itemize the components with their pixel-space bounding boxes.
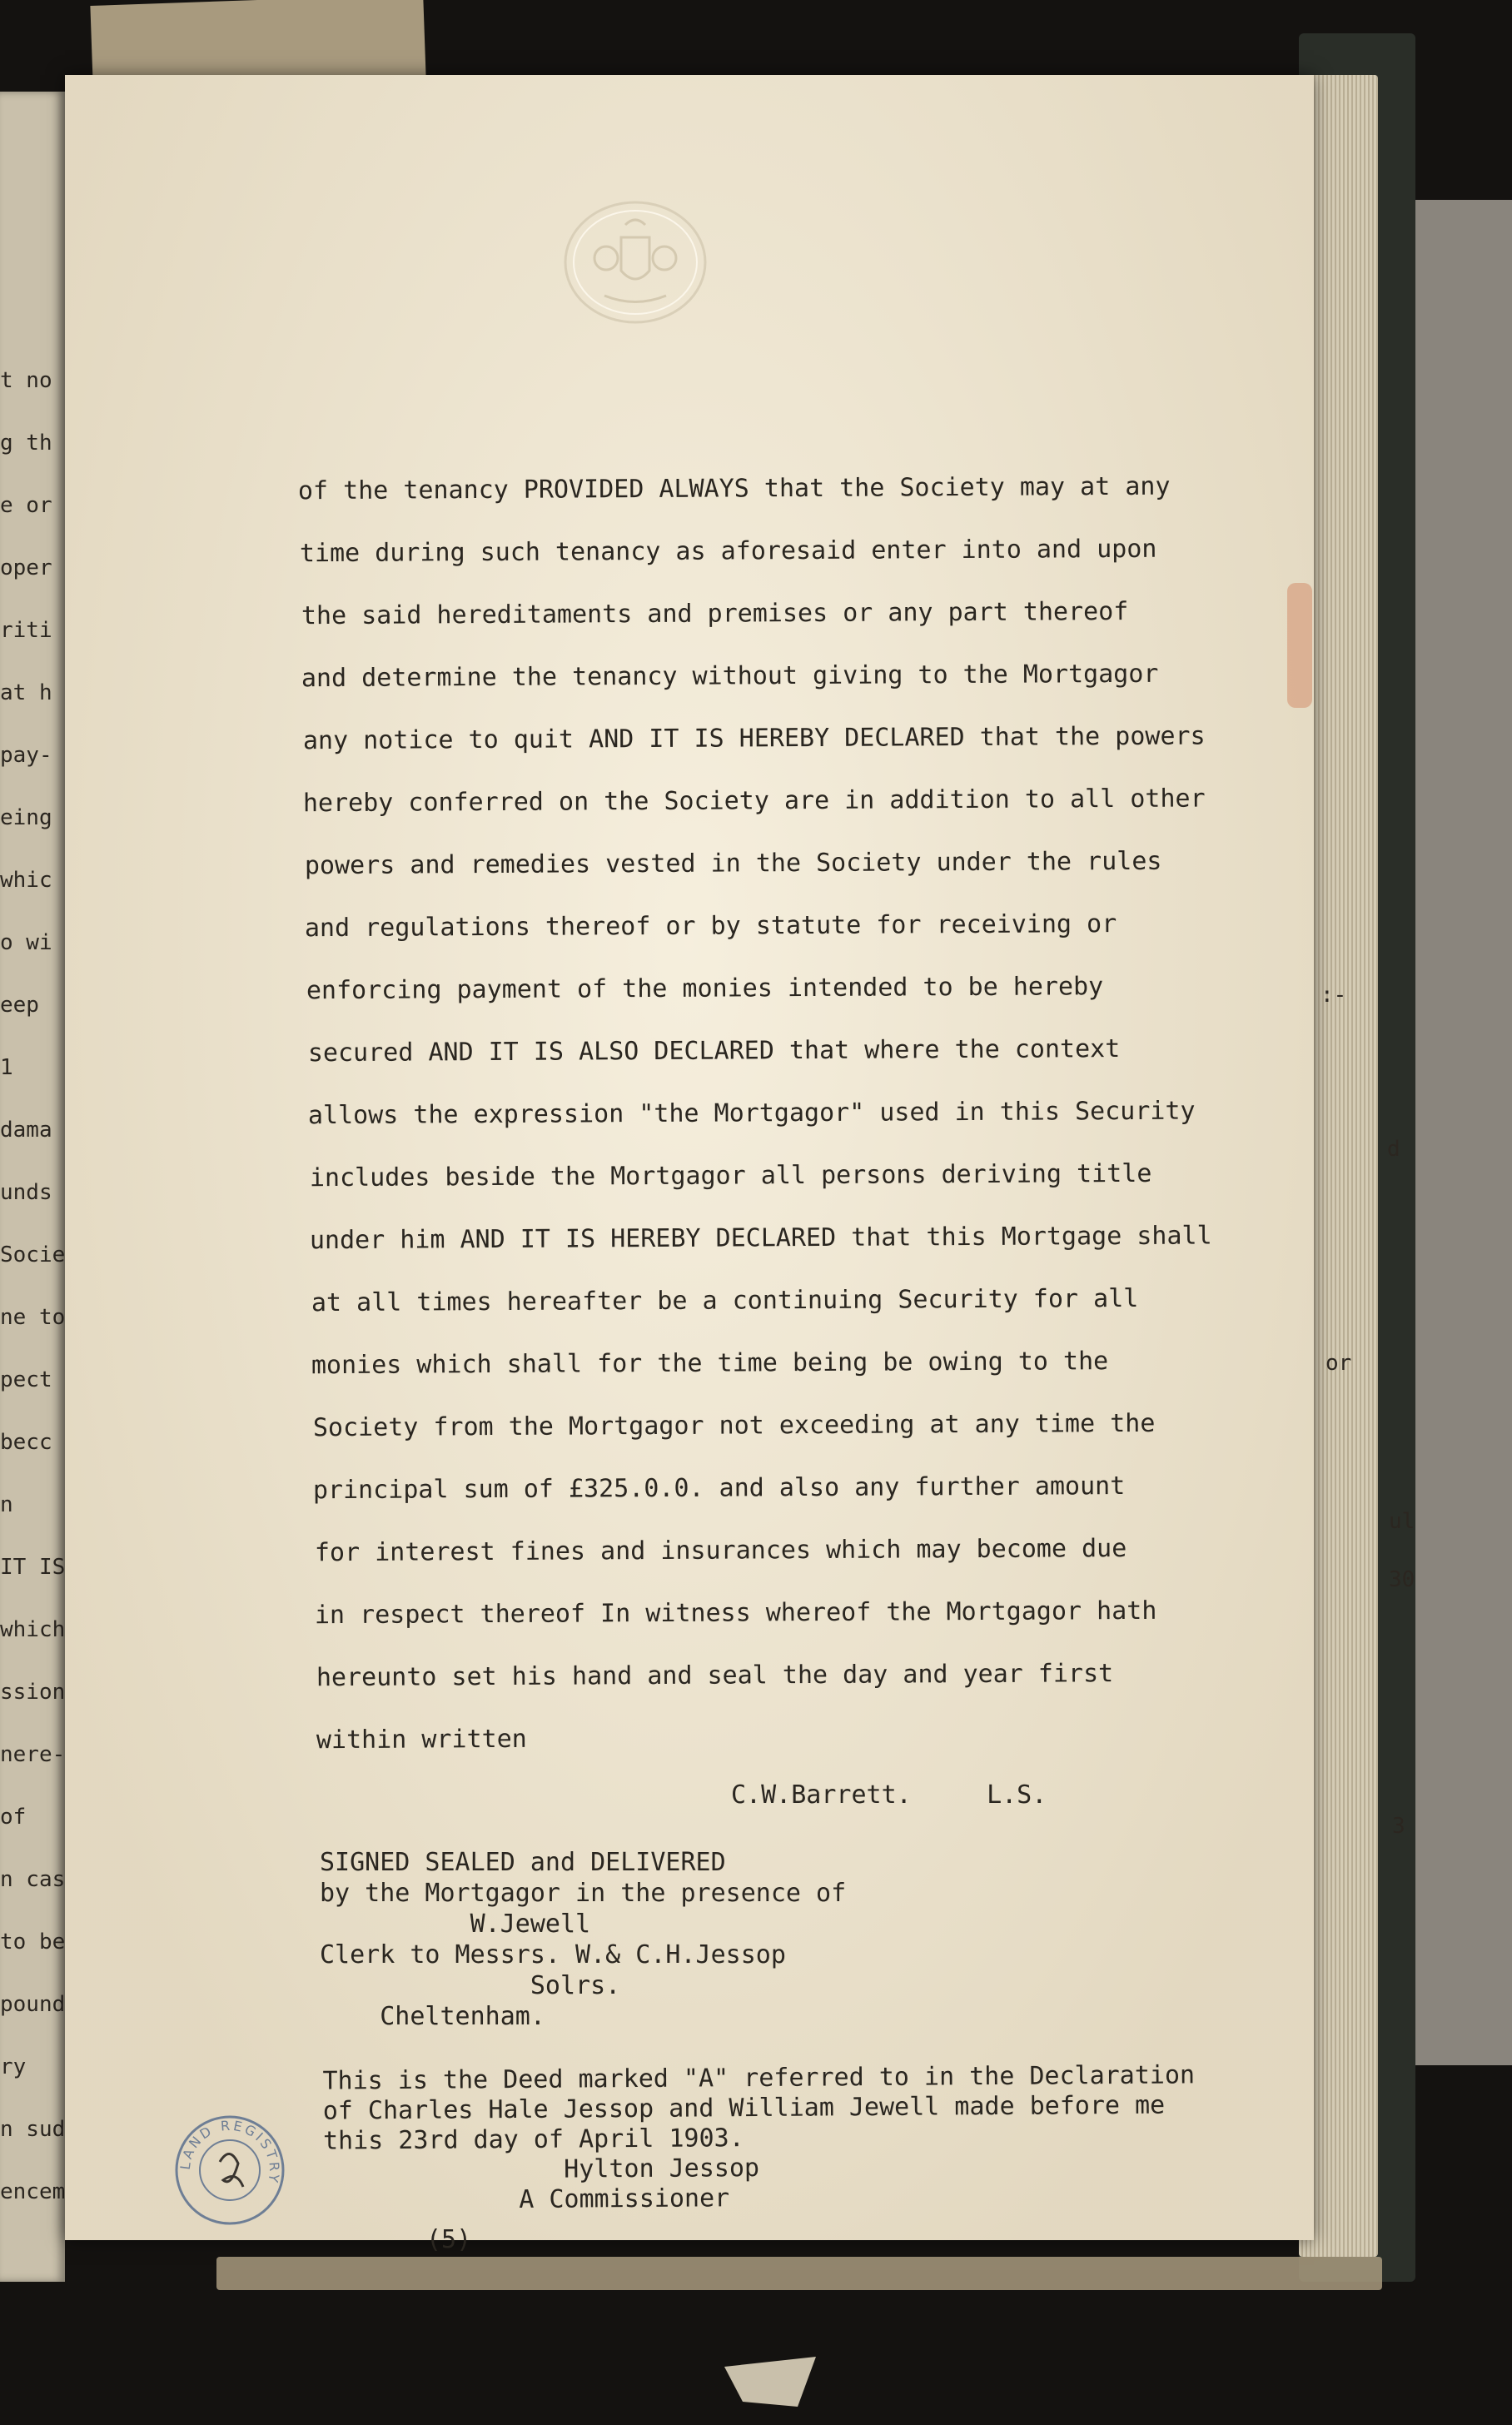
deed-line: Society from the Mortgagor not exceeding at any time the — [312, 1408, 1156, 1443]
left-fragment: of — [0, 1805, 27, 1830]
left-fragment: eing — [0, 805, 52, 830]
deed-body-text — [298, 468, 1314, 1780]
deed-line: hereby conferred on the Society are in addition to all other — [302, 784, 1206, 819]
left-fragment: o wi — [0, 930, 52, 955]
left-fragment: pay- — [0, 743, 52, 768]
left-fragment: dama — [0, 1118, 52, 1143]
attestation-line: SIGNED SEALED and DELIVERED — [320, 1848, 726, 1877]
signature-line — [731, 1780, 1047, 1810]
deed-line: under him AND IT IS HEREBY DECLARED that this Mortgage shall — [309, 1221, 1212, 1256]
deed-line: the said hereditaments and premises or any part thereof — [301, 596, 1129, 631]
land-registry-stamp-icon — [172, 2112, 288, 2228]
left-fragment: n sud — [0, 2117, 66, 2142]
edge-fragment: 3 — [1392, 1814, 1405, 1839]
left-fragment: unds — [0, 1180, 52, 1205]
signatory-name: C.W.Barrett. — [731, 1780, 912, 1810]
attestation-line: Clerk to Messrs. W.& C.H.Jessop — [320, 1940, 786, 1969]
declaration-line: of Charles Hale Jessop and William Jewell made before me — [322, 2090, 1166, 2126]
deed-line: within written — [316, 1724, 527, 1755]
deed-line: any notice to quit AND IT IS HEREBY DECLARED that the powers — [302, 721, 1206, 756]
left-page-fragments — [0, 350, 66, 2223]
left-fragment: n cas — [0, 1867, 66, 1892]
left-fragment: t no — [0, 368, 52, 393]
left-page-edge — [0, 92, 65, 2282]
left-fragment: nere- — [0, 1742, 66, 1767]
declaration-line: Hylton Jessop — [323, 2153, 760, 2186]
deed-line: and determine the tenancy without giving to the Mortgagor — [301, 659, 1159, 694]
attestation-line: Solrs. — [320, 1971, 621, 2000]
deed-line: hereunto set his hand and seal the day and year first — [316, 1659, 1114, 1693]
edge-fragment: :- — [1321, 983, 1347, 1008]
declaration-line: this 23rd day of April 1903. — [322, 2124, 744, 2156]
attestation-clause — [320, 1847, 846, 2032]
deed-line: time during such tenancy as aforesaid enter into and upon — [299, 534, 1157, 569]
left-fragment: ne to — [0, 1305, 66, 1330]
stamp-text: LAND REGISTRY — [177, 2117, 283, 2187]
left-fragment: becc — [0, 1430, 52, 1455]
left-fragment: g th — [0, 431, 52, 456]
left-fragment: n — [0, 1492, 13, 1517]
left-fragment: ssion — [0, 1680, 66, 1705]
edge-fragment: ul — [1389, 1509, 1415, 1534]
paper-scrap — [724, 2357, 816, 2407]
edge-fragment: d — [1387, 1137, 1400, 1162]
edge-fragment: 30 — [1389, 1567, 1415, 1592]
left-fragment: pect — [0, 1367, 52, 1392]
declaration-note — [322, 2060, 1196, 2216]
embossed-crest-icon — [563, 200, 709, 325]
deed-line: allows the expression "the Mortgagor" used in this Security — [307, 1096, 1196, 1131]
left-fragment: riti — [0, 618, 52, 643]
deed-line: secured AND IT IS ALSO DECLARED that where the context — [307, 1034, 1121, 1068]
torn-paper-bottom — [216, 2257, 1382, 2290]
left-fragment: pound — [0, 1992, 66, 2017]
backdrop — [1415, 200, 1512, 2065]
left-fragment: encem — [0, 2179, 66, 2204]
deed-line: for interest fines and insurances which may become due — [314, 1534, 1127, 1568]
deed-line: monies which shall for the time being be owing to the — [311, 1347, 1109, 1381]
left-fragment: 1 — [0, 1055, 13, 1080]
deed-line: principal sum of £325.0.0. and also any further amount — [312, 1471, 1126, 1506]
deed-line: at all times hereafter be a continuing Security for all — [311, 1283, 1139, 1318]
edge-fragment: or — [1325, 1351, 1352, 1376]
deed-line: enforcing payment of the monies intended to be hereby — [306, 972, 1104, 1006]
deed-line: and regulations thereof or by statute for receiving or — [304, 909, 1117, 944]
left-fragment: ry — [0, 2054, 27, 2079]
right-edge-fragments — [1321, 0, 1415, 2425]
left-fragment: e or — [0, 493, 52, 518]
attestation-line: Cheltenham. — [320, 2002, 545, 2031]
attestation-line: W.Jewell — [320, 1910, 591, 1939]
deed-line: powers and remedies vested in the Society under the rules — [304, 846, 1162, 881]
left-fragment: whic — [0, 868, 52, 893]
page-number: (5) — [426, 2225, 472, 2254]
left-fragment: IT IS — [0, 1555, 66, 1580]
seal-mark: L.S. — [987, 1780, 1047, 1810]
left-fragment: Socie — [0, 1242, 66, 1267]
deed-line: in respect thereof In witness whereof the Mortgagor hath — [314, 1596, 1157, 1631]
left-fragment: eep — [0, 993, 39, 1018]
left-fragment: to be — [0, 1930, 66, 1954]
left-fragment: which — [0, 1617, 66, 1642]
deed-line: includes beside the Mortgagor all persons deriving title — [309, 1158, 1152, 1193]
left-fragment: oper — [0, 555, 52, 580]
left-fragment: at h — [0, 680, 52, 705]
deed-line: of the tenancy PROVIDED ALWAYS that the Society may at any — [297, 471, 1171, 506]
attestation-line: by the Mortgagor in the presence of — [320, 1879, 847, 1908]
declaration-line: This is the Deed marked "A" referred to in the Declaration — [322, 2060, 1196, 2096]
declaration-line: A Commissioner — [323, 2183, 730, 2216]
